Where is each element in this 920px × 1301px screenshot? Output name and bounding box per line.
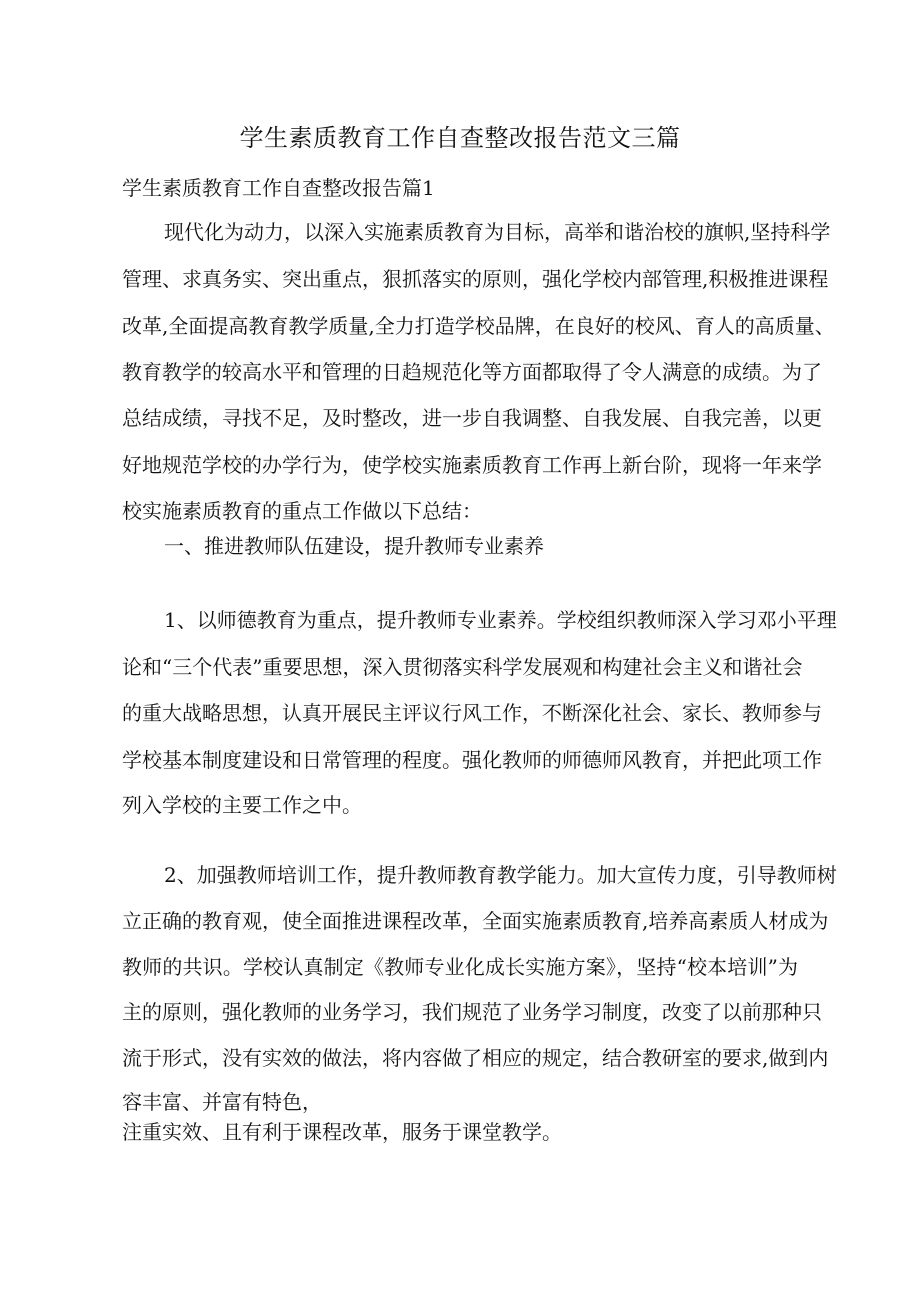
section-subtitle: 学生素质教育工作自查整改报告篇1 (122, 176, 435, 200)
intro-line: 教育教学的较高水平和管理的日趋规范化等方面都取得了令人满意的成绩。为了 (122, 360, 822, 384)
intro-line: 管理、求真务实、突出重点，狠抓落实的原则，强化学校内部管理,积极推进课程 (122, 267, 829, 291)
item1-line: 的重大战略思想，认真开展民主评议行风工作，不断深化社会、家长、教师参与 (122, 701, 822, 725)
item2-line: 立正确的教育观，使全面推进课程改革，全面实施素质教育,培养高素质人材成为 (122, 909, 829, 933)
item1-line: 1、以师德教育为重点，提升教师专业素养。学校组织教师深入学习邓小平理 (164, 608, 837, 632)
document-title: 学生素质教育工作自查整改报告范文三篇 (239, 124, 681, 152)
item2-line: 主的原则，强化教师的业务学习，我们规范了业务学习制度，改变了以前那种只 (122, 1000, 822, 1024)
item1-line: 学校基本制度建设和日常管理的程度。强化教师的师德师风教育，并把此项工作 (122, 748, 822, 772)
intro-line: 改革,全面提高教育教学质量,全力打造学校品牌，在良好的校风、育人的高质量、 (122, 314, 835, 338)
item2-line: 注重实效、且有利于课程改革，服务于课堂教学。 (122, 1120, 562, 1144)
item2-line: 容丰富、并富有特色， (122, 1090, 322, 1114)
intro-line: 好地规范学校的办学行为，使学校实施素质教育工作再上新台阶，现将一年来学 (122, 453, 822, 477)
intro-line: 现代化为动力，以深入实施素质教育为目标，高举和谐治校的旗帜,坚持科学 (164, 220, 831, 244)
intro-line: 校实施素质教育的重点工作做以下总结： (122, 499, 482, 523)
section-heading: 一、推进教师队伍建设，提升教师专业素养 (164, 534, 544, 558)
item2-line: 流于形式，没有实效的做法，将内容做了相应的规定，结合教研室的要求,做到内 (122, 1046, 829, 1070)
intro-line: 总结成绩，寻找不足，及时整改，进一步自我调整、自我发展、自我完善，以更 (122, 406, 822, 430)
item2-line: 教师的共识。学校认真制定《教师专业化成长实施方案》，坚持“校本培训”为 (122, 955, 798, 979)
item1-line: 列入学校的主要工作之中。 (122, 793, 362, 817)
item2-line: 2、加强教师培训工作，提升教师教育教学能力。加大宣传力度，引导教师树 (164, 863, 837, 887)
item1-line: 论和“三个代表”重要思想，深入贯彻落实科学发展观和构建社会主义和谐社会 (122, 655, 803, 679)
